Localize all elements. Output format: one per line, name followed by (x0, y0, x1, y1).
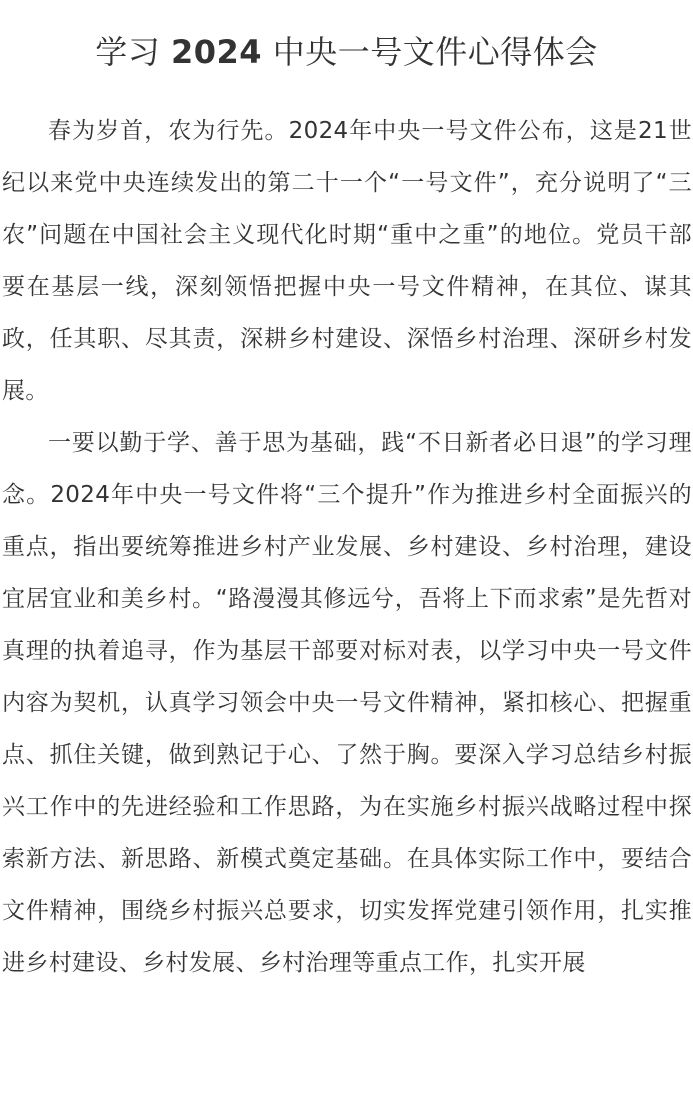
paragraph-point-one: 一要以勤于学、善于思为基础，践“不日新者必日退”的学习理念。2024年中央一号文件将“三个提升”作为推进乡村全面振兴的重点，指出要统筹推进乡村产业发展、乡村建设、乡村治理，建设宜居宜业和美乡村。“路漫漫其修远兮，吾将上下而求索”是先哲对真理的执着追寻，作为基层干部要对标对表，以学习中央一号文件内容为契机，认真学习领会中央一号文件精神，紧扣核心、把握重点、抓住关键，做到熟记于心、了然于胸。要深入学习总结乡村振兴工作中的先进经验和工作思路，为在实施乡村振兴战略过程中探索新方法、新思路、新模式奠定基础。在具体实际工作中，要结合文件精神，围绕乡村振兴总要求，切实发挥党建引领作用，扎实推进乡村建设、乡村发展、乡村治理等重点工作，扎实开展 (2, 430, 692, 976)
page-title (0, 26, 693, 78)
title-year: 2024 (170, 33, 263, 71)
paragraph-intro: 春为岁首，农为行先。2024年中央一号文件公布，这是21世纪以来党中央连续发出的第二十一个“一号文件”，充分说明了“三农”问题在中国社会主义现代化时期“重中之重”的地位。党员干部要在基层一线，深刻领悟把握中央一号文件精神，在其位、谋其政，任其职、尽其责，深耕乡村建设、深悟乡村治理、深研乡村发展。 (2, 118, 692, 404)
title-suffix: 中央一号文件心得体会 (272, 33, 598, 71)
title-prefix: 学习 (95, 33, 161, 71)
article-body (2, 105, 692, 989)
